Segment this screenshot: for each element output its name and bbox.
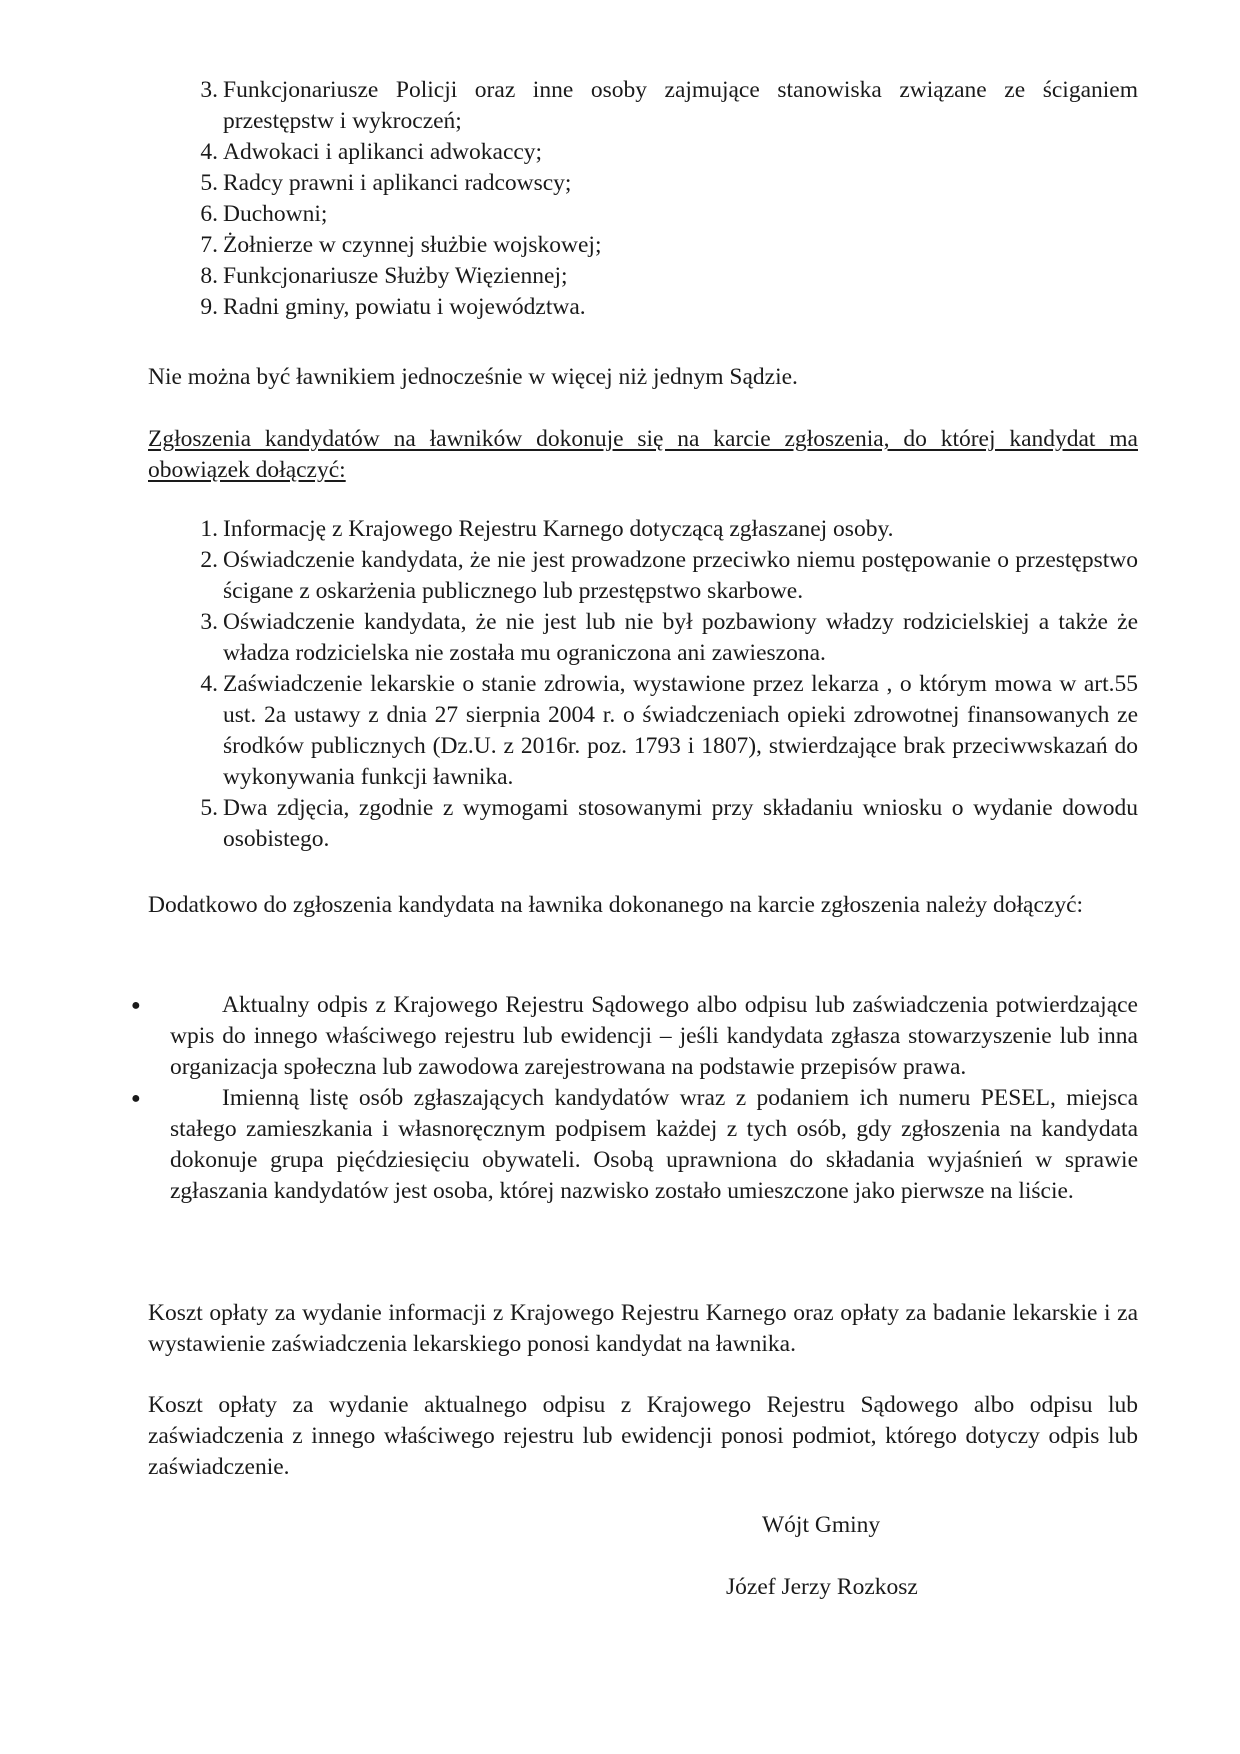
list-item-text: Duchowni;	[223, 201, 328, 227]
list-number: 3.	[200, 77, 218, 103]
list-item-text: Oświadczenie kandydata, że nie jest prowadzone przeciwko niemu postępowanie o przestępstwo ścigane z oskarżenia publicznego lub przestępstwo skarbowe.	[223, 547, 1138, 604]
bullet-item	[130, 1083, 1138, 1207]
list-item-text: Informację z Krajowego Rejestru Karnego dotyczącą zgłaszanej osoby.	[223, 516, 894, 542]
bullet-item-text: Imienną listę osób zgłaszających kandydatów wraz z podaniem ich numeru PESEL, miejsca stałego zamieszkania i własnoręcznym podpisem każdej z tych osób, gdy zgłoszenia na kandydata dokonuje grupa pięćdziesięciu obywateli. Osobą uprawniona do składania wyjaśnień w sprawie zgłaszania kandydatów jest osoba, której nazwisko zostało umieszczone jako pierwsze na liście.	[170, 1085, 1138, 1204]
list-item	[148, 545, 1138, 607]
bullet-dot-icon: ●	[131, 997, 141, 1014]
list-item	[148, 261, 1138, 292]
list-item-text: Radcy prawni i aplikanci radcowscy;	[223, 170, 572, 196]
cost-candidate-paragraph: Koszt opłaty za wydanie informacji z Krajowego Rejestru Karnego oraz opłaty za badanie lekarskie i za wystawienie zaświadczenia lekarskiego ponosi kandydat na ławnika.	[148, 1300, 1138, 1357]
list-item-text: Radni gminy, powiatu i województwa.	[223, 294, 586, 320]
list-item-text: Żołnierze w czynnej służbie wojskowej;	[223, 232, 602, 258]
list-item-text: Adwokaci i aplikanci adwokaccy;	[223, 139, 543, 165]
list-item	[148, 292, 1138, 323]
bullet-item	[130, 990, 1138, 1083]
list-item	[148, 669, 1138, 793]
list-item	[148, 75, 1138, 137]
list-item	[148, 230, 1138, 261]
list-number: 5.	[200, 170, 218, 196]
list-number: 6.	[200, 201, 218, 227]
list-number: 4.	[200, 671, 218, 697]
list-number: 1.	[200, 516, 218, 542]
list-item-text: Zaświadczenie lekarskie o stanie zdrowia, wystawione przez lekarza , o którym mowa w art.55 ust. 2a ustawy z dnia 27 sierpnia 2004 r. o świadczeniach opieki zdrowotnej finansowanych ze środków publicznych (Dz.U. z 2016r. poz. 1793 i 1807), stwierdzające brak przeciwwskazań do wykonywania funkcji ławnika.	[223, 671, 1138, 790]
list-item	[148, 199, 1138, 230]
list-item-text: Funkcjonariusze Policji oraz inne osoby zajmujące stanowiska związane ze ściganiem przestępstw i wykroczeń;	[223, 77, 1138, 134]
list-item	[148, 793, 1138, 855]
list-number: 9.	[200, 294, 218, 320]
ineligible-persons-list	[148, 75, 1138, 323]
additional-documents-list	[130, 990, 1138, 1207]
list-item	[148, 514, 1138, 545]
list-number: 5.	[200, 795, 218, 821]
list-item-text: Funkcjonariusze Służby Więziennej;	[223, 263, 568, 289]
additional-intro: Dodatkowo do zgłoszenia kandydata na ławnika dokonanego na karcie zgłoszenia należy dołączyć:	[148, 892, 1084, 918]
list-item	[148, 137, 1138, 168]
list-number: 3.	[200, 609, 218, 635]
signature-title: Wójt Gminy	[762, 1512, 881, 1538]
list-item	[148, 607, 1138, 669]
one-court-note: Nie można być ławnikiem jednocześnie w więcej niż jednym Sądzie.	[148, 364, 798, 390]
list-number: 8.	[200, 263, 218, 289]
signature-name: Józef Jerzy Rozkosz	[726, 1574, 918, 1600]
bullet-item-text: Aktualny odpis z Krajowego Rejestru Sądowego albo odpisu lub zaświadczenia potwierdzające wpis do innego właściwego rejestru lub ewidencji – jeśli kandydata zgłasza stowarzyszenie lub inna organizacja społeczna lub zawodowa zarejestrowana na podstawie przepisów prawa.	[170, 992, 1138, 1080]
list-number: 4.	[200, 139, 218, 165]
cost-entity-paragraph: Koszt opłaty za wydanie aktualnego odpisu z Krajowego Rejestru Sądowego albo odpisu lub zaświadczenia z innego właściwego rejestru lub ewidencji ponosi podmiot, którego dotyczy odpis lub zaświadczenie.	[148, 1392, 1138, 1480]
list-number: 7.	[200, 232, 218, 258]
required-attachments-list	[148, 514, 1138, 855]
list-item	[148, 168, 1138, 199]
list-item-text: Dwa zdjęcia, zgodnie z wymogami stosowanymi przy składaniu wniosku o wydanie dowodu osobistego.	[223, 795, 1138, 852]
list-item-text: Oświadczenie kandydata, że nie jest lub nie był pozbawiony władzy rodzicielskiej a także że władza rodzicielska nie została mu ograniczona ani zawieszona.	[223, 609, 1138, 666]
bullet-dot-icon: ●	[131, 1090, 141, 1107]
list-number: 2.	[200, 547, 218, 573]
attachments-heading: Zgłoszenia kandydatów na ławników dokonuje się na karcie zgłoszenia, do której kandydat ma obowiązek dołączyć:	[148, 426, 1138, 483]
